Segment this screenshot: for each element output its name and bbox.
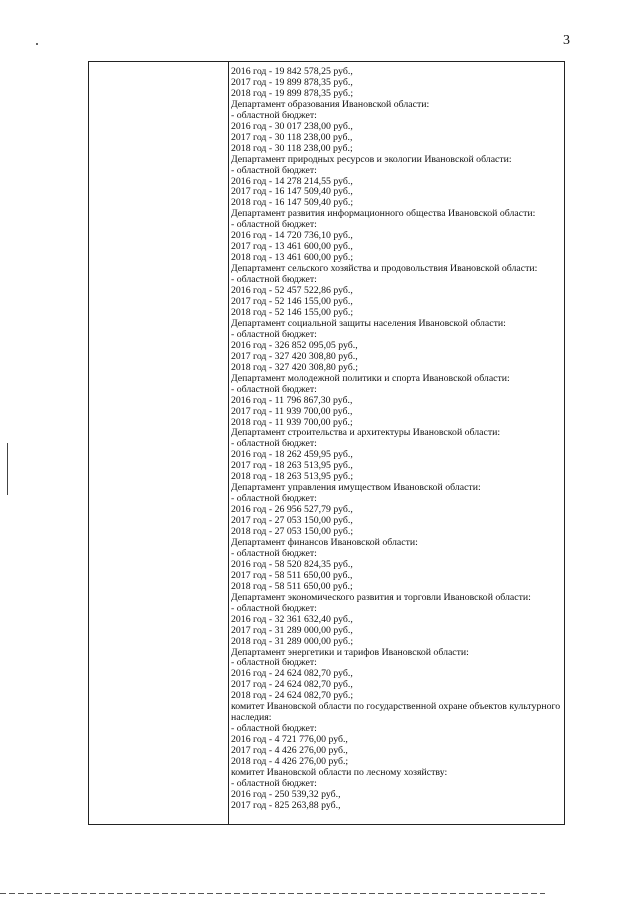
document-line: 2017 год - 825 263,88 руб.,	[231, 799, 341, 811]
document-line: - областной бюджет:	[231, 219, 317, 231]
document-line: - областной бюджет:	[231, 438, 317, 450]
document-line: 2017 год - 31 289 000,00 руб.,	[231, 624, 353, 636]
document-line: 2016 год - 26 956 527,79 руб.,	[231, 504, 353, 516]
document-line: 2018 год - 24 624 082,70 руб.;	[231, 690, 354, 702]
document-line: Департамент природных ресурсов и экологии Ивановской области:	[231, 153, 512, 165]
document-line: 2017 год - 327 420 308,80 руб.,	[231, 350, 358, 362]
document-line: - областной бюджет:	[231, 547, 317, 559]
document-line: 2017 год - 58 511 650,00 руб.,	[231, 569, 353, 581]
document-line: 2016 год - 32 361 632,40 руб.,	[231, 613, 353, 625]
document-line: 2016 год - 52 457 522,86 руб.,	[231, 285, 353, 297]
document-line: - областной бюджет:	[231, 493, 317, 505]
document-line: 2017 год - 11 939 700,00 руб.,	[231, 405, 353, 417]
document-line: Департамент строительства и архитектуры Ивановской области:	[231, 427, 501, 439]
document-line: 2017 год - 19 899 878,35 руб.,	[231, 76, 353, 88]
document-line: 2016 год - 250 539,32 руб.,	[231, 788, 341, 800]
document-line: 2017 год - 24 624 082,70 руб.,	[231, 679, 353, 691]
document-line: - областной бюджет:	[231, 109, 317, 121]
document-line: 2018 год - 27 053 150,00 руб.;	[231, 526, 354, 538]
document-line: Департамент финансов Ивановской области:	[231, 536, 418, 548]
document-line: Департамент образования Ивановской области:	[231, 98, 430, 110]
document-line: 2016 год - 326 852 095,05 руб.,	[231, 339, 358, 351]
document-line: 2017 год - 4 426 276,00 руб.,	[231, 745, 348, 757]
document-line: 2016 год - 14 720 736,10 руб.,	[231, 230, 353, 242]
document-line: 2018 год - 31 289 000,00 руб.;	[231, 635, 354, 647]
document-line: 2017 год - 27 053 150,00 руб.,	[231, 515, 353, 527]
bottom-rule	[0, 893, 545, 894]
document-line: 2018 год - 52 146 155,00 руб.;	[231, 306, 354, 318]
document-line: Департамент энергетики и тарифов Ивановской области:	[231, 646, 469, 658]
document-line: Департамент социальной защиты населения Ивановской области:	[231, 317, 506, 329]
page-number: 3	[563, 33, 570, 48]
table-column-divider	[228, 61, 229, 825]
document-line: - областной бюджет:	[231, 274, 317, 286]
document-line: - областной бюджет:	[231, 777, 317, 789]
document-line: Департамент управления имуществом Ивановской области:	[231, 482, 481, 494]
document-line: Департамент молодежной политики и спорта Ивановской области:	[231, 372, 510, 384]
document-line: 2016 год - 58 520 824,35 руб.,	[231, 558, 353, 570]
document-line: - областной бюджет:	[231, 602, 317, 614]
document-line: 2016 год - 11 796 867,30 руб.,	[231, 394, 353, 406]
document-line: - областной бюджет:	[231, 328, 317, 340]
document-line: 2016 год - 18 262 459,95 руб.,	[231, 449, 353, 461]
document-line: 2017 год - 16 147 509,40 руб.,	[231, 186, 353, 198]
document-line: 2018 год - 16 147 509,40 руб.;	[231, 197, 354, 209]
document-line: - областной бюджет:	[231, 657, 317, 669]
document-line: 2018 год - 18 263 513,95 руб.;	[231, 471, 354, 483]
document-line: 2016 год - 19 842 578,25 руб.,	[231, 66, 353, 77]
document-line: комитет Ивановской области по лесному хозяйству:	[231, 767, 448, 778]
document-line: Департамент развития информационного общества Ивановской области:	[231, 208, 536, 220]
document-line: - областной бюджет:	[231, 383, 317, 395]
document-line: 2016 год - 24 624 082,70 руб.,	[231, 668, 353, 680]
document-line: комитет Ивановской области по государственной охране объектов культурного наследия:	[231, 701, 561, 724]
document-line: 2018 год - 327 420 308,80 руб.;	[231, 361, 358, 373]
document-line: - областной бюджет:	[231, 723, 317, 735]
document-line: 2017 год - 52 146 155,00 руб.,	[231, 296, 353, 308]
document-line: Департамент сельского хозяйства и продовольствия Ивановской области:	[231, 263, 538, 275]
document-line: 2018 год - 58 511 650,00 руб.;	[231, 580, 353, 592]
document-line: 2018 год - 11 939 700,00 руб.;	[231, 416, 353, 428]
document-line: 2016 год - 14 278 214,55 руб.,	[231, 175, 353, 187]
funding-text-cell	[231, 67, 563, 812]
document-line: 2018 год - 19 899 878,35 руб.;	[231, 87, 354, 99]
document-line: 2016 год - 30 017 238,00 руб.,	[231, 120, 353, 132]
margin-mark	[7, 443, 8, 495]
document-line: 2018 год - 4 426 276,00 руб.;	[231, 756, 349, 768]
document-line: 2018 год - 30 118 238,00 руб.;	[231, 142, 353, 154]
document-line: 2017 год - 13 461 600,00 руб.,	[231, 241, 353, 253]
document-line: 2016 год - 4 721 776,00 руб.,	[231, 734, 348, 746]
scan-speck	[36, 43, 38, 45]
document-line: 2017 год - 18 263 513,95 руб.,	[231, 460, 353, 472]
document-line: - областной бюджет:	[231, 164, 317, 176]
document-line: 2018 год - 13 461 600,00 руб.;	[231, 252, 354, 264]
document-line: 2017 год - 30 118 238,00 руб.,	[231, 131, 353, 143]
document-line: Департамент экономического развития и торговли Ивановской области:	[231, 591, 531, 603]
